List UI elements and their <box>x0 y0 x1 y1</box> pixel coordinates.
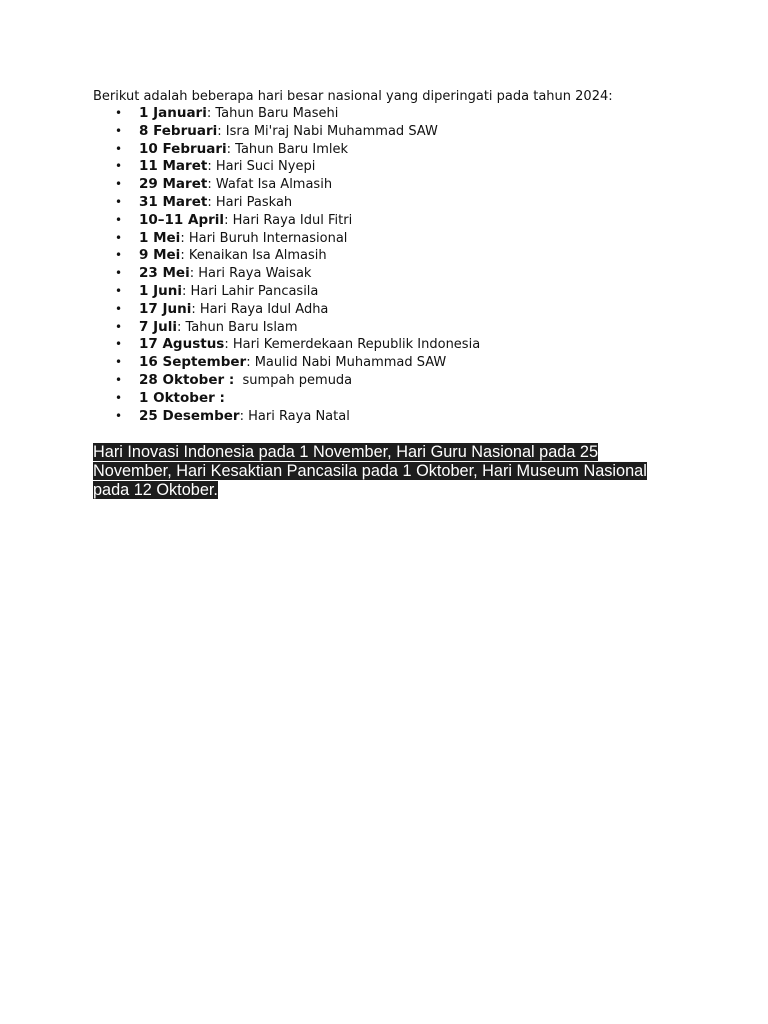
list-item <box>93 301 480 319</box>
holiday-name: Tahun Baru Imlek <box>235 141 349 157</box>
bullet-icon: • <box>115 177 123 192</box>
bullet-icon: • <box>115 337 123 352</box>
holiday-separator: : <box>180 230 189 246</box>
list-item <box>93 212 480 230</box>
holiday-separator: : <box>191 301 200 317</box>
holiday-separator: : <box>181 283 191 299</box>
holiday-date: 8 Februari <box>139 122 218 139</box>
intro-text: Berikut adalah beberapa hari besar nasional yang diperingati pada tahun 2024: <box>93 89 613 104</box>
holiday-date: 29 Maret <box>139 176 208 193</box>
list-item <box>93 141 480 159</box>
list-item <box>93 123 480 141</box>
list-item <box>93 158 480 176</box>
bullet-icon: • <box>115 248 123 263</box>
holiday-date: 16 September <box>139 354 247 371</box>
list-item <box>93 390 480 408</box>
holiday-name: Hari Paskah <box>215 194 293 210</box>
list-item <box>93 354 480 372</box>
holiday-separator: : <box>176 319 186 335</box>
holiday-date: 1 Mei <box>139 229 181 246</box>
holiday-name: Wafat Isa Almasih <box>215 177 333 193</box>
holiday-name: Hari Raya Waisak <box>198 266 312 282</box>
bullet-icon: • <box>115 355 123 370</box>
holiday-date: 28 Oktober : <box>139 371 235 388</box>
holiday-separator: : <box>207 194 216 210</box>
bullet-icon: • <box>115 266 123 281</box>
bullet-icon: • <box>115 123 123 138</box>
list-item <box>93 105 480 123</box>
holiday-date: 17 Agustus <box>139 336 225 353</box>
holiday-name: Hari Suci Nyepi <box>215 159 316 175</box>
bullet-icon: • <box>115 390 123 405</box>
holiday-date: 1 Juni <box>139 282 182 299</box>
holiday-separator: : <box>180 248 189 264</box>
holiday-name: Hari Raya Natal <box>248 408 350 424</box>
holiday-date: 9 Mei <box>139 247 181 264</box>
highlighted-paragraph <box>93 443 653 500</box>
holiday-date: 1 Oktober : <box>139 389 225 406</box>
holiday-separator: : <box>207 159 216 175</box>
highlighted-text: Hari Inovasi Indonesia pada 1 November, Hari Guru Nasional pada 25 November, Hari Kesaktian Pancasila pada 1 Oktober, Hari Museum Nasional pada 12 Oktober. <box>93 443 647 499</box>
list-item <box>93 230 480 248</box>
list-item <box>93 408 480 426</box>
holiday-list <box>93 105 480 425</box>
bullet-icon: • <box>115 106 123 120</box>
holiday-name: Maulid Nabi Muhammad SAW <box>254 355 447 371</box>
holiday-date: 10–11 April <box>139 211 225 228</box>
holiday-date: 17 Juni <box>139 300 192 317</box>
bullet-icon: • <box>115 372 123 387</box>
holiday-name: Tahun Baru Islam <box>185 319 298 335</box>
holiday-date: 11 Maret <box>139 158 208 175</box>
holiday-name: sumpah pemuda <box>242 372 353 388</box>
holiday-separator: : <box>224 337 233 353</box>
holiday-name: Hari Kemerdekaan Republik Indonesia <box>232 337 481 353</box>
bullet-icon: • <box>115 301 123 316</box>
list-item <box>93 372 480 390</box>
bullet-icon: • <box>115 230 123 245</box>
bullet-icon: • <box>115 141 123 156</box>
bullet-icon: • <box>115 159 123 174</box>
list-item <box>93 194 480 212</box>
holiday-date: 23 Mei <box>139 265 190 282</box>
holiday-date: 1 Januari <box>139 105 207 121</box>
holiday-separator: : <box>189 266 199 282</box>
holiday-name: Isra Mi'raj Nabi Muhammad SAW <box>225 123 438 139</box>
holiday-separator: : <box>224 212 233 228</box>
holiday-date: 25 Desember <box>139 407 240 424</box>
list-item <box>93 265 480 283</box>
holiday-name: Tahun Baru Masehi <box>215 106 339 121</box>
holiday-name: Hari Raya Idul Adha <box>199 301 329 317</box>
bullet-icon: • <box>115 194 123 209</box>
holiday-name: Hari Buruh Internasional <box>188 230 348 246</box>
holiday-separator: : <box>226 141 236 157</box>
list-item <box>93 319 480 337</box>
holiday-date: 7 Juli <box>139 318 177 335</box>
holiday-separator: : <box>207 177 216 193</box>
holiday-separator: : <box>217 123 226 139</box>
bullet-icon: • <box>115 283 123 298</box>
holiday-name: Hari Raya Idul Fitri <box>232 212 353 228</box>
holiday-date: 10 Februari <box>139 140 227 157</box>
holiday-date: 31 Maret <box>139 193 208 210</box>
holiday-separator: : <box>206 106 216 121</box>
holiday-name: Hari Lahir Pancasila <box>190 283 319 299</box>
list-item <box>93 176 480 194</box>
holiday-name: Kenaikan Isa Almasih <box>188 248 327 264</box>
bullet-icon: • <box>115 408 123 423</box>
list-item <box>93 247 480 265</box>
holiday-separator: : <box>239 408 249 424</box>
list-item <box>93 283 480 301</box>
holiday-separator <box>234 373 242 388</box>
list-item <box>93 336 480 354</box>
bullet-icon: • <box>115 319 123 334</box>
holiday-separator: : <box>246 355 255 371</box>
bullet-icon: • <box>115 212 123 227</box>
